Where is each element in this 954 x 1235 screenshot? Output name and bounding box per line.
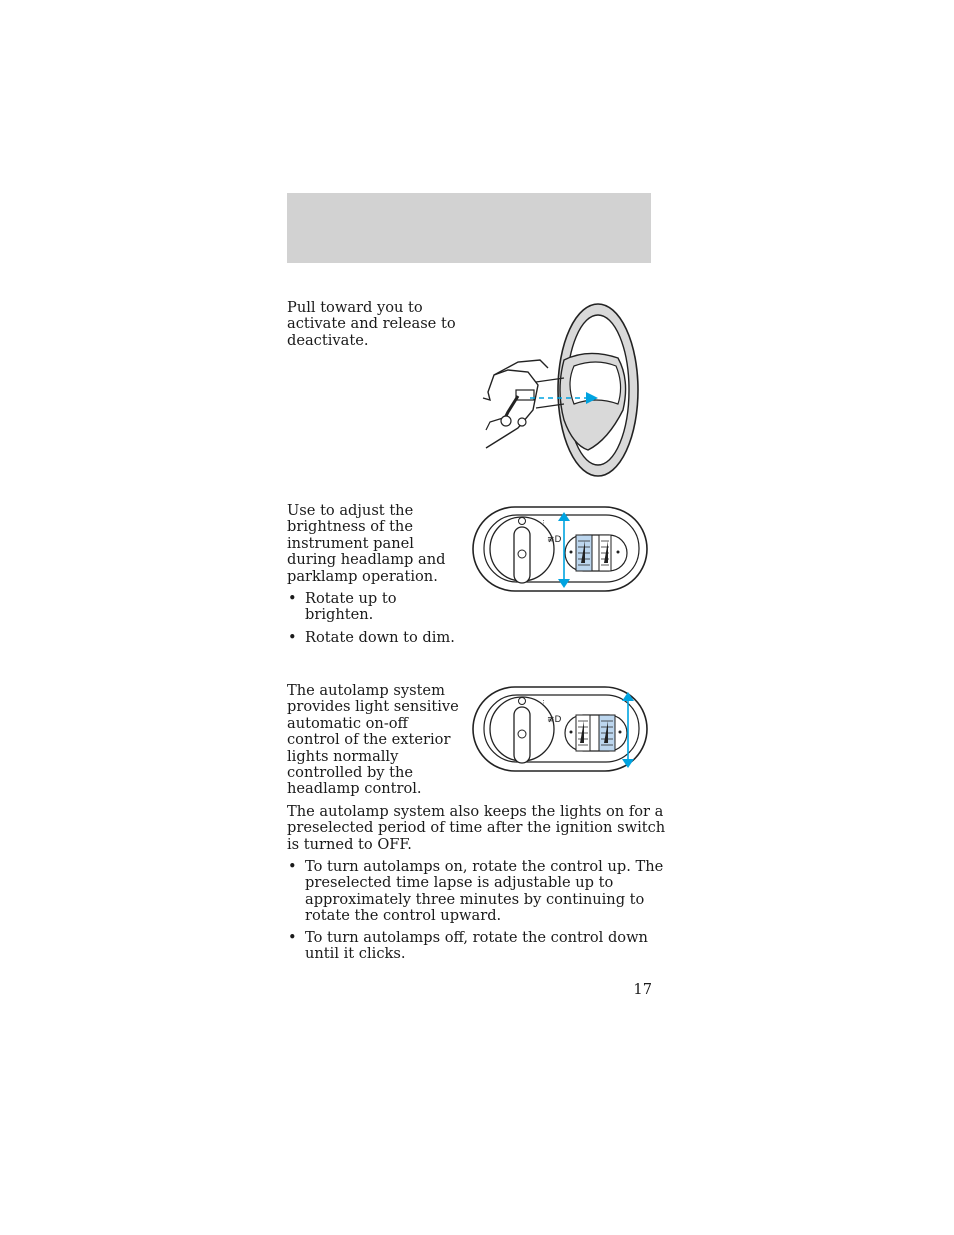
list-item: • Rotate up to brighten. (287, 591, 397, 624)
stalk-description: Pull toward you to activate and release to deactivate. (287, 299, 456, 349)
section-header-band (287, 193, 651, 263)
steering-wheel-icon (478, 300, 648, 480)
svg-text:≢D: ≢D (547, 715, 562, 725)
list-item: • To turn autolamps off, rotate the control down until it clicks. (287, 930, 648, 963)
dimmer-description: Use to adjust the brightness of the instrument panel during headlamp and parklamp operation. (287, 502, 446, 585)
headlamp-switch-icon (472, 685, 650, 775)
autolamp-delay-paragraph: The autolamp system also keeps the lights on for a preselected period of time after the ignition switch is turned to OFF. (287, 803, 666, 853)
page-number: 17 (633, 981, 652, 998)
svg-text:⋮: ⋮ (540, 519, 547, 527)
svg-text:⋮: ⋮ (540, 699, 547, 707)
list-item: • Rotate down to dim. (287, 630, 455, 646)
list-item: • To turn autolamps on, rotate the control up. The preselected time lapse is adjustable up to approximately three minutes by continuing to rotate the control upward. (287, 859, 663, 925)
headlamp-switch-icon (472, 505, 650, 595)
autolamp-description: The autolamp system provides light sensitive automatic on-off control of the exterior lights normally controlled by the headlamp control. (287, 682, 459, 798)
svg-text:≢D: ≢D (547, 535, 562, 545)
